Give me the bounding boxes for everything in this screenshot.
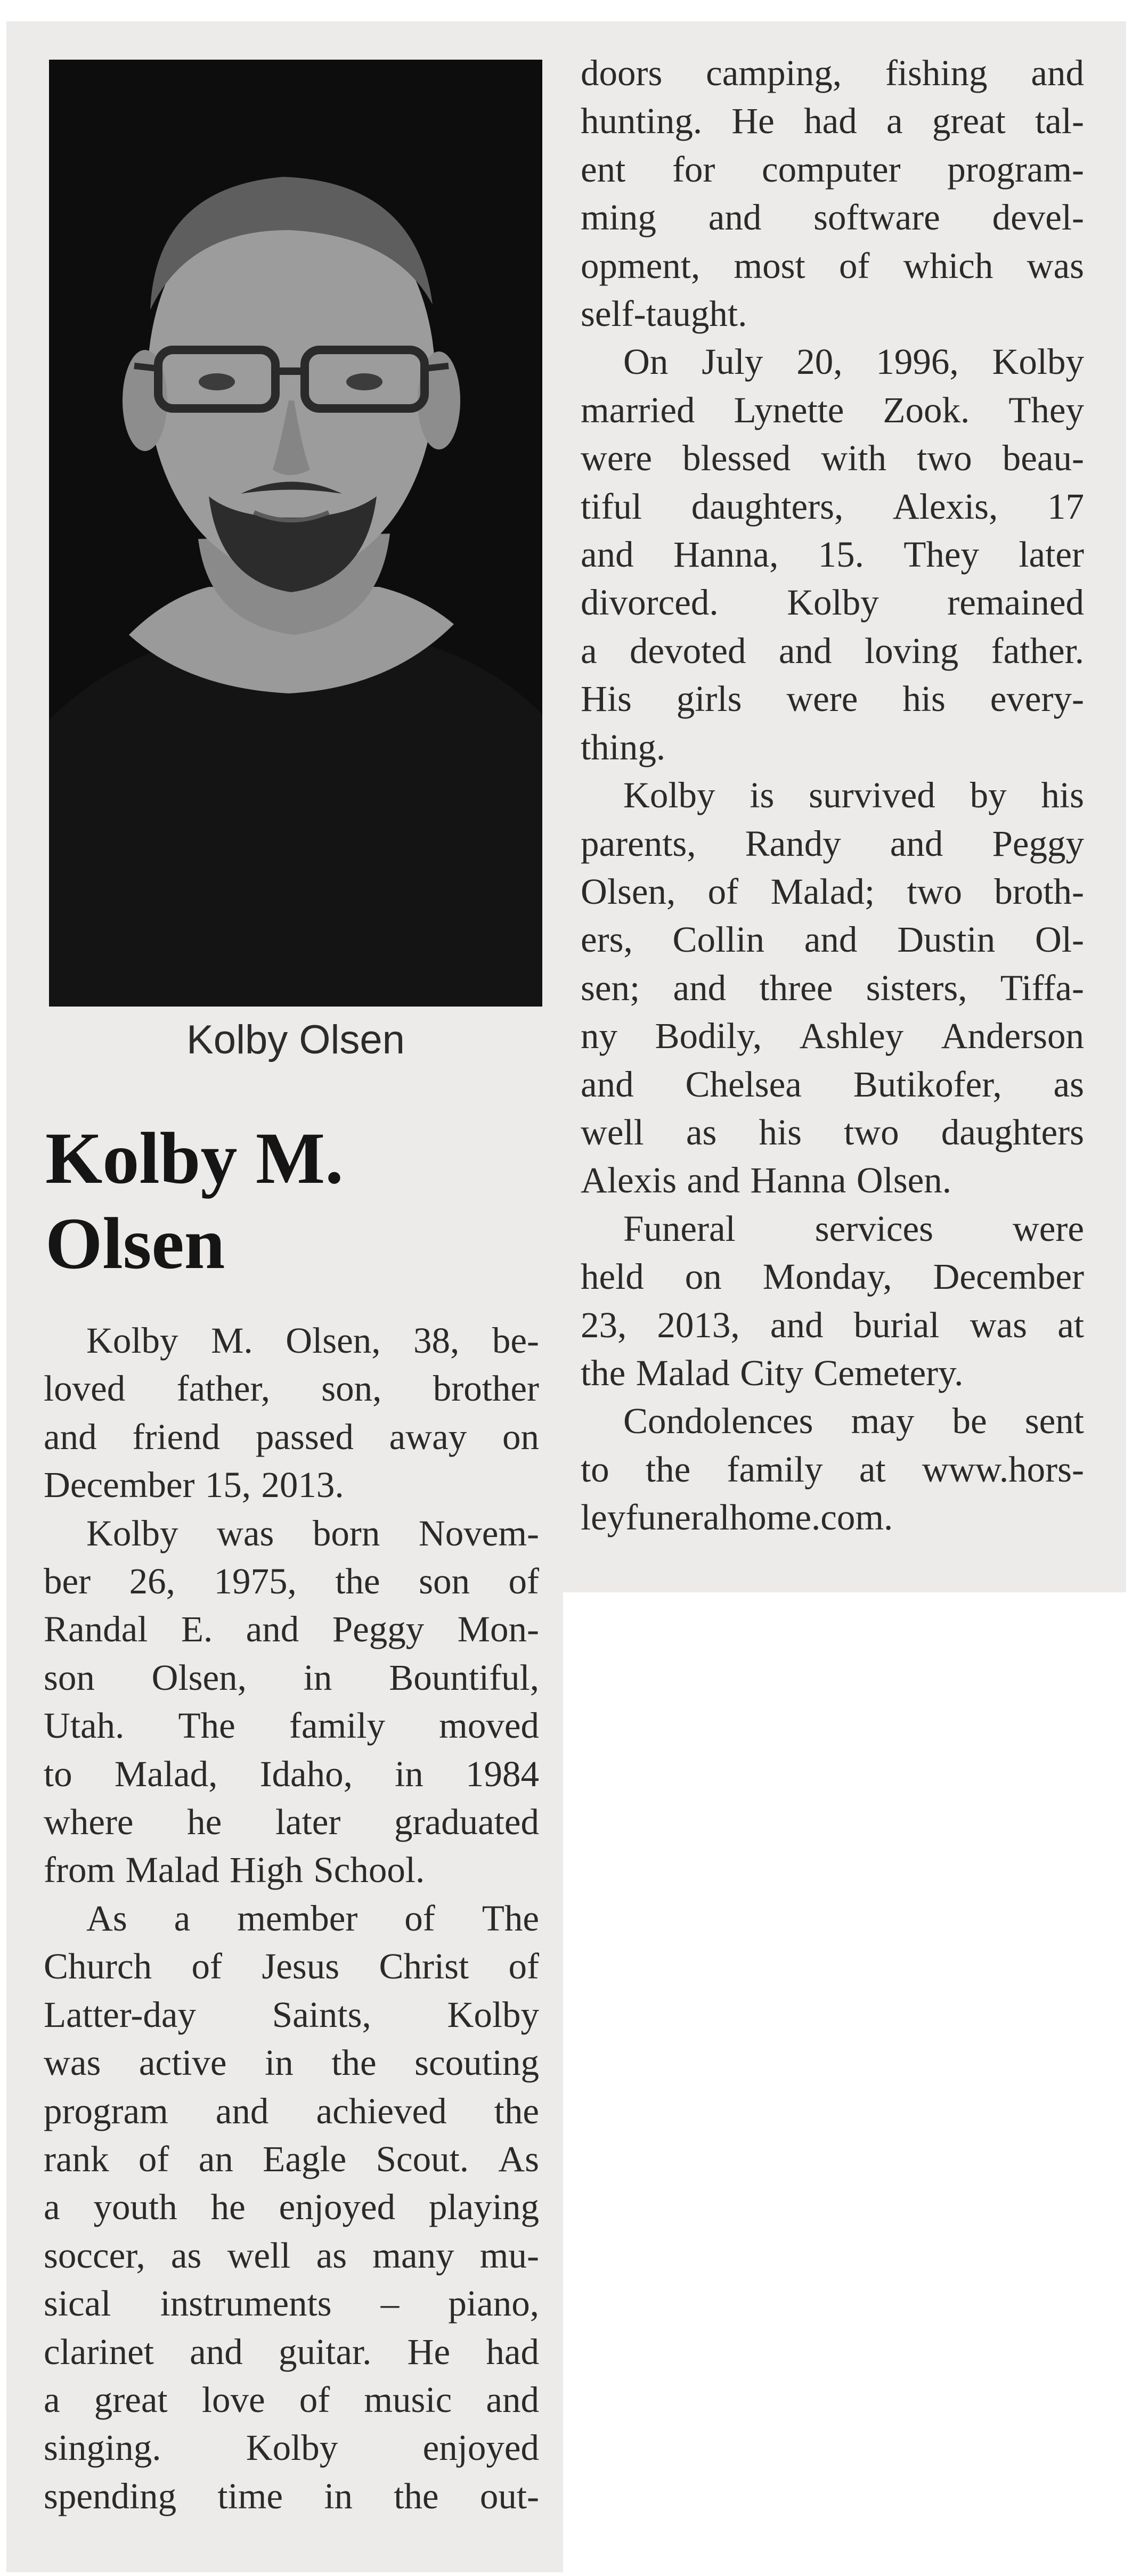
text-line: hunting. He had a great tal- [581,101,1084,142]
portrait-illustration [49,60,542,1007]
text-line: Church of Jesus Christ of [44,1946,539,1987]
text-line: a devoted and loving father. [581,630,1084,671]
text-line: As a member of The [86,1898,539,1939]
text-line: and friend passed away on [44,1416,539,1457]
text-line: son Olsen, in Bountiful, [44,1657,539,1698]
text-line: On July 20, 1996, Kolby [623,341,1084,382]
text-line: ming and software devel- [581,197,1084,238]
text-line: self-taught. [581,293,747,334]
text-line: thing. [581,726,666,767]
text-line: to the family at www.hors- [581,1449,1084,1490]
text-line: from Malad High School. [44,1850,425,1891]
headline-line-2: Olsen [45,1203,225,1284]
text-line: well as his two daughters [581,1111,1084,1152]
text-line: clarinet and guitar. He had [44,2331,539,2372]
obituary-left-column [44,1316,539,2520]
text-line: Condolences may be sent [623,1401,1084,1442]
text-line: His girls were his every- [581,678,1084,719]
text-line: held on Monday, December [581,1256,1084,1297]
text-line: tiful daughters, Alexis, 17 [581,486,1084,527]
text-line: the Malad City Cemetery. [581,1352,964,1393]
text-line: Kolby M. Olsen, 38, be- [86,1320,539,1361]
text-line: was active in the scouting [44,2042,539,2083]
text-line: ny Bodily, Ashley Anderson [581,1016,1084,1057]
text-line: doors camping, fishing and [581,53,1084,93]
text-line: and Hanna, 15. They later [581,534,1084,575]
text-line: ers, Collin and Dustin Ol- [581,919,1084,960]
text-line: ber 26, 1975, the son of [44,1561,539,1602]
text-line: divorced. Kolby remained [581,582,1084,623]
text-line: Randal E. and Peggy Mon- [44,1609,539,1650]
text-line: Latter-day Saints, Kolby [44,1994,539,2035]
text-line: December 15, 2013. [44,1465,344,1506]
text-line: ent for computer program- [581,149,1084,190]
text-line: soccer, as well as many mu- [44,2235,539,2276]
text-line: sical instruments – piano, [44,2283,539,2324]
text-line: spending time in the out- [44,2475,539,2516]
text-line: parents, Randy and Peggy [581,823,1084,864]
text-line: Kolby is survived by his [623,775,1084,816]
text-line: loved father, son, brother [44,1368,539,1409]
text-line: Alexis and Hanna Olsen. [581,1160,952,1201]
text-line: sen; and three sisters, Tiffa- [581,967,1084,1008]
text-line: Olsen, of Malad; two broth- [581,871,1084,912]
text-line: Funeral services were [623,1208,1084,1249]
portrait-photo [49,60,542,1007]
text-line: a great love of music and [44,2379,539,2420]
text-line: 23, 2013, and burial was at [581,1304,1084,1345]
text-line: a youth he enjoyed playing [44,2187,539,2228]
obituary-headline [45,1116,557,1286]
text-line: singing. Kolby enjoyed [44,2427,539,2468]
text-line: leyfuneralhome.com. [581,1497,893,1538]
text-line: and Chelsea Butikofer, as [581,1064,1084,1105]
text-line: married Lynette Zook. They [581,389,1084,430]
text-line: opment, most of which was [581,245,1084,286]
text-line: where he later graduated [44,1802,539,1843]
photo-caption: Kolby Olsen [186,1017,405,1062]
obituary-right-column [581,49,1084,1542]
headline-line-1: Kolby M. [45,1117,344,1199]
text-line: Kolby was born Novem- [86,1512,539,1553]
text-line: Utah. The family moved [44,1705,539,1746]
text-line: program and achieved the [44,2090,539,2131]
text-line: were blessed with two beau- [581,438,1084,479]
text-line: to Malad, Idaho, in 1984 [44,1753,539,1794]
text-line: rank of an Eagle Scout. As [44,2138,539,2179]
